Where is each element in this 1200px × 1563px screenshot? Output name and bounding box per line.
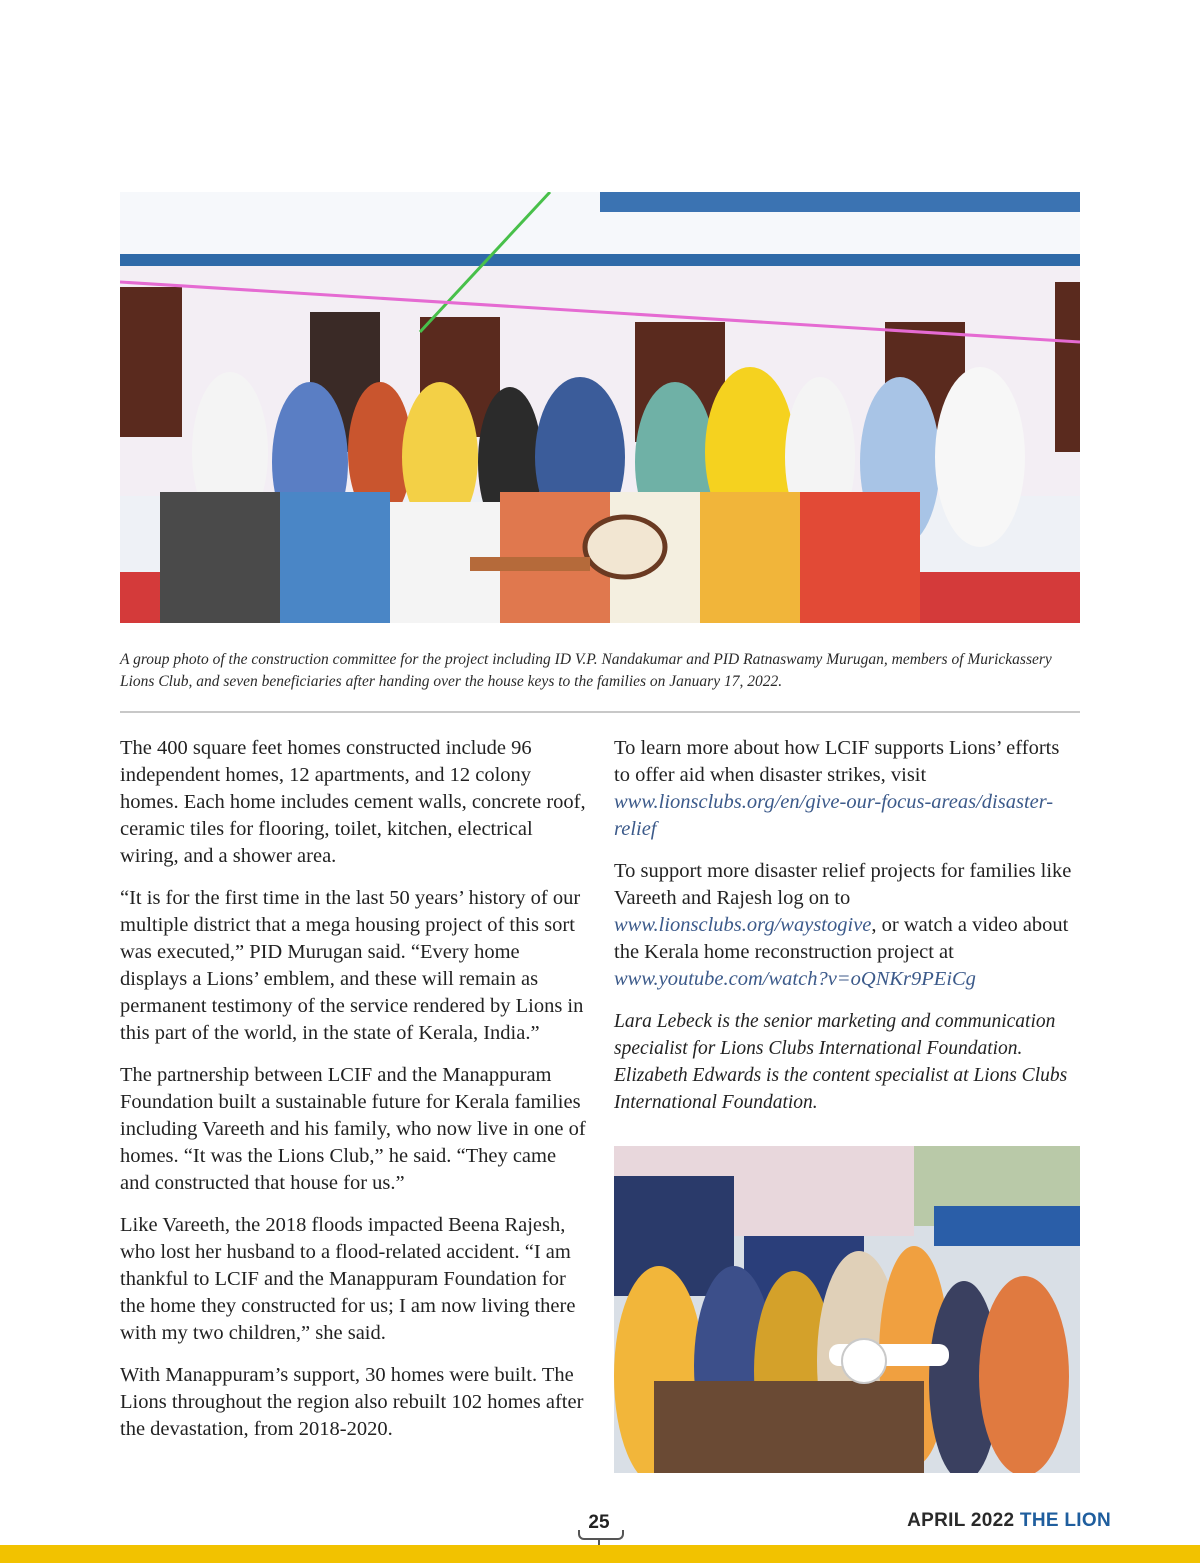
photo-caption: A group photo of the construction committee for the project including ID V.P. Nandakumar and PID Ratnaswamy Murugan, members of Murickassery Lions Club, and seven beneficiaries after handing over the house keys to the families on January 17, 2022. — [120, 651, 1052, 690]
footer-accent-bar — [0, 1545, 1200, 1563]
paragraph-text: , or watch a video about the Kerala home reconstruction project at — [614, 914, 1069, 963]
article-right-column — [614, 735, 1080, 1131]
paragraph: The 400 square feet homes constructed include 96 independent homes, 12 apartments, and 12 colony homes. Each home includes cement walls, concrete roof, ceramic tiles for flooring, toilet, kitchen, electrical wiring, and a shower area. — [120, 737, 586, 867]
key-handover-photo — [614, 1146, 1080, 1473]
caption-divider — [120, 711, 1080, 713]
issue-date: APRIL 2022 — [907, 1510, 1015, 1531]
running-footer — [907, 1510, 1111, 1532]
disaster-relief-link[interactable]: www.lionsclubs.org/en/give-our-focus-areas/disaster-relief — [614, 791, 1054, 840]
paragraph — [614, 858, 1080, 993]
author-bio: Lara Lebeck is the senior marketing and communication specialist for Lions Clubs International Foundation. Elizabeth Edwards is the content specialist at Lions Clubs International Foundation. — [614, 1011, 1068, 1113]
paragraph-text: To learn more about how LCIF supports Lions’ efforts to offer aid when disaster strikes, visit — [614, 737, 1060, 786]
paragraph: “It is for the first time in the last 50 years’ history of our multiple district that a mega housing project of this sort was executed,” PID Murugan said. “Every home displays a Lions’ emblem, and these will remain as permanent testimony of the service rendered by Lions in this part of the world, in the state of Kerala, India.” — [120, 887, 584, 1044]
paragraph-text: To support more disaster relief projects for families like Vareeth and Rajesh log on to — [614, 860, 1072, 909]
paragraph: With Manappuram’s support, 30 homes were built. The Lions throughout the region also rebuilt 102 homes after the devastation, from 2018-2020. — [120, 1364, 584, 1440]
paragraph: The partnership between LCIF and the Manappuram Foundation built a sustainable future for Kerala families including Vareeth and his family, who now live in one of homes. “It was the Lions Club,” he said. “They came and constructed that house for us.” — [120, 1064, 586, 1194]
waystogive-link[interactable]: www.lionsclubs.org/waystogive — [614, 914, 872, 936]
magazine-name: THE LION — [1019, 1510, 1111, 1531]
page-number: 25 — [588, 1512, 610, 1533]
page-number-bracket — [578, 1530, 624, 1540]
paragraph: Like Vareeth, the 2018 floods impacted Beena Rajesh, who lost her husband to a flood-related accident. “I am thankful to LCIF and the Manappuram Foundation for the home they constructed for us; I am now living there with my two children,” she said. — [120, 1214, 576, 1344]
group-photo — [120, 192, 1080, 623]
paragraph — [614, 735, 1080, 843]
article-left-column — [120, 735, 590, 1458]
youtube-video-link[interactable]: www.youtube.com/watch?v=oQNKr9PEiCg — [614, 968, 976, 990]
